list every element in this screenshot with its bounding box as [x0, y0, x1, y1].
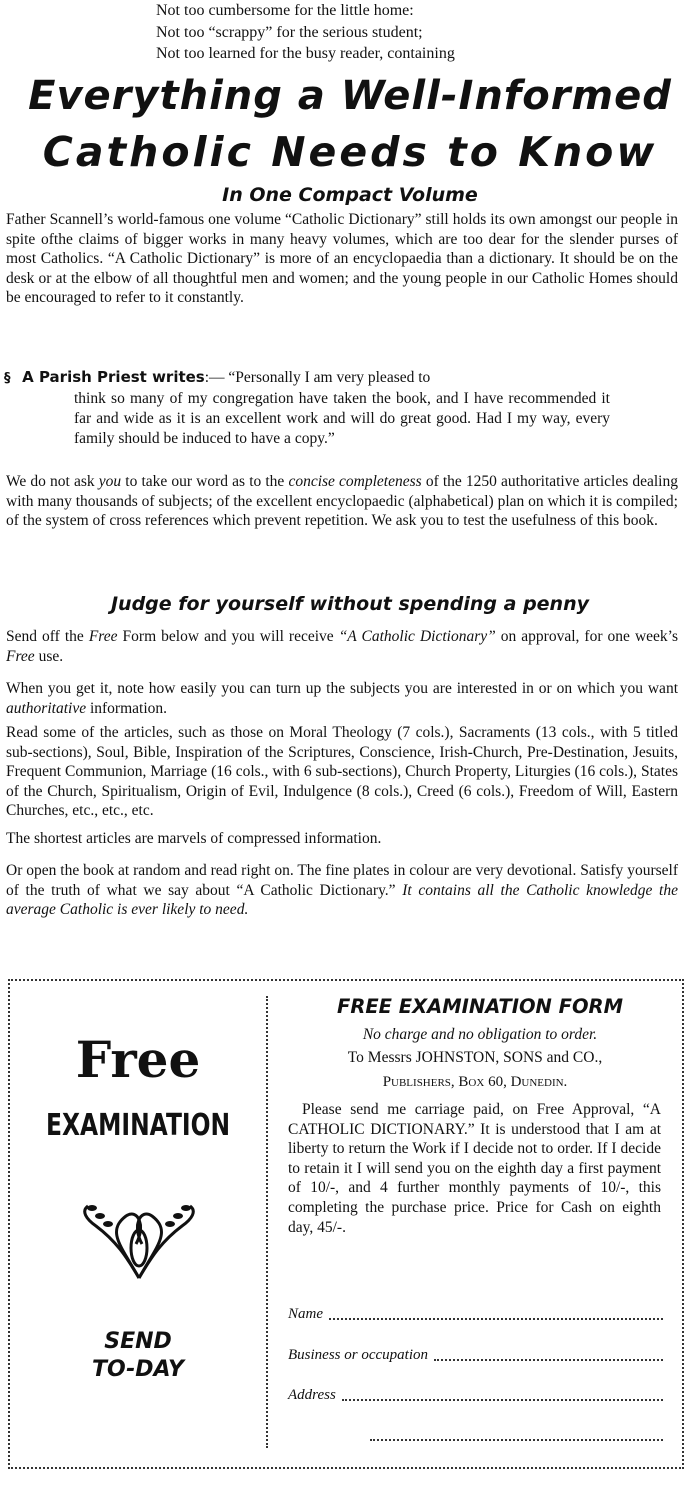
text-run: to take our word as to the [121, 473, 289, 490]
send-line-2: TO-DAY [92, 1357, 184, 1382]
section-mark-icon: § [4, 371, 11, 386]
coupon-divider [266, 996, 268, 1448]
form-addressee: To Messrs JOHNSTON, SONS and CO., [347, 1049, 603, 1066]
intro-line: Not too cumbersome for the little home: [156, 2, 414, 19]
text-run-italic: It contains all the Catholic knowledge the average Catholic is ever likely to need. [6, 881, 678, 919]
free-title: Free [75, 1030, 201, 1089]
testimonial-dash: :— [204, 369, 225, 386]
text-run-italic: you [98, 473, 122, 490]
text-run: Form below and you will receive [117, 628, 339, 645]
text-run-italic: “A Catholic Dictionary” [338, 628, 496, 645]
examination-title: EXAMINATION [45, 1108, 231, 1143]
testimonial-text-rest: think so many of my congregation have taken the book, and I have recommended it far and wide as it is an excellent work and will do great good. Had I my way, every family should be induced to have a copy.” [74, 390, 610, 447]
testimonial-heading: A Parish Priest writes [22, 368, 205, 386]
subheadline: In One Compact Volume [222, 184, 478, 206]
judge-heading: Judge for yourself without spending a penny [110, 593, 589, 615]
intro-line: Not too learned for the busy reader, containing [156, 45, 455, 62]
name-field[interactable] [288, 1306, 663, 1323]
paragraph-open-book [6, 861, 678, 920]
testimonial-text-first: “Personally I am very pleased to [228, 369, 431, 386]
text-run: Or open the book at random and read right on. The fine plates in colour are very devotional. Satisfy yourself of the truth of what we say about “A Catholic Dictionary.” [6, 862, 678, 899]
paragraph-shortest: The shortest articles are marvels of compressed information. [6, 830, 382, 847]
address-field-line-2[interactable] [370, 1427, 663, 1441]
address-field[interactable] [288, 1387, 663, 1404]
paragraph-when-you-get-it [6, 679, 678, 718]
business-dotted-line[interactable] [434, 1347, 663, 1361]
form-publishers: Publishers, Box 60, Dunedin. [382, 1074, 568, 1090]
business-label: Business or occupation [288, 1347, 428, 1363]
text-run-italic: concise completeness [288, 473, 422, 490]
text-run: on approval, for one week’s [495, 628, 678, 645]
paragraph-articles: Read some of the articles, such as those on Moral Theology (7 cols.), Sacraments (13 cols., with 5 titled sub-sections), Soul, Bible, Inspiration of the Scriptures, Conscience, Irish-Church, Pre-Destination, Jesuits, Frequent Communion, Marriage (16 cols., with 6 sub-sections), Church Property, Liturgies (16 cols.), States of the Church, Spiritualism, Origin of Evil, Indulgence (8 cols.), Creed (6 cols.), Freedom of Will, Eastern Churches, etc., etc., etc. [6, 724, 678, 820]
text-run: information. [86, 699, 168, 717]
send-line-1: SEND [104, 1329, 172, 1354]
text-run-italic: Free [88, 628, 118, 645]
form-title: FREE EXAMINATION FORM [337, 995, 623, 1018]
name-label: Name [288, 1306, 323, 1322]
address-dotted-line-2[interactable] [370, 1427, 663, 1441]
business-field[interactable] [288, 1347, 663, 1364]
address-label: Address [288, 1387, 336, 1403]
name-dotted-line[interactable] [329, 1306, 663, 1320]
headline-line-2: Catholic Needs to Know [42, 128, 658, 176]
paragraph-completeness [6, 472, 678, 531]
send-today [20, 1328, 256, 1384]
intro-lines [156, 0, 455, 65]
address-dotted-line[interactable] [342, 1387, 663, 1401]
text-run: use. [34, 647, 64, 665]
form-no-obligation: No charge and no obligation to order. [362, 1026, 598, 1043]
text-run: of the 1250 authoritative articles dealing with many thousands of subjects; of the excellent encyclopaedic (alphabetical) plan on which it is compiled; of the system of cross references which prevent repetition. We ask you to test the usefulness of this book. [6, 473, 678, 530]
text-run-italic: authoritative [6, 699, 87, 717]
text-run: When you get it, note how easily you can turn up the subjects you are interested in or on which you want [6, 680, 678, 697]
paragraph-send-off [6, 627, 678, 666]
text-run-italic: Free [6, 647, 35, 665]
testimonial [4, 367, 610, 449]
intro-line: Not too “scrappy” for the serious student; [156, 23, 423, 41]
text-run: Send off the [6, 628, 89, 645]
form-body: Please send me carriage paid, on Free Approval, “A CATHOLIC DICTIONARY.” It is understood that I am at liberty to return the Work if I decide not to order. If I decide to retain it I will send you on the eighth day a first payment of 10/-, and 4 further monthly payments of 10/-, this completing the purchase price. Price for Cash on eighth day, 45/-. [288, 1101, 661, 1236]
text-run: We do not ask [6, 473, 99, 490]
headline-line-1: Everything a Well-Informed [28, 73, 672, 119]
wheat-sheaf-ornament-icon [76, 1186, 202, 1286]
paragraph-intro: Father Scannell’s world-famous one volume “Catholic Dictionary” still holds its own amongst our people in spite ofthe claims of bigger works in many heavy volumes, which are too dear for the slender purses of most Catholics. “A Catholic Dictionary” is more of an encyclopaedia than a dictionary. It should be on the desk or at the elbow of all thoughtful men and women; and the young people in our Catholic Homes should be encouraged to refer to it constantly. [6, 211, 678, 307]
